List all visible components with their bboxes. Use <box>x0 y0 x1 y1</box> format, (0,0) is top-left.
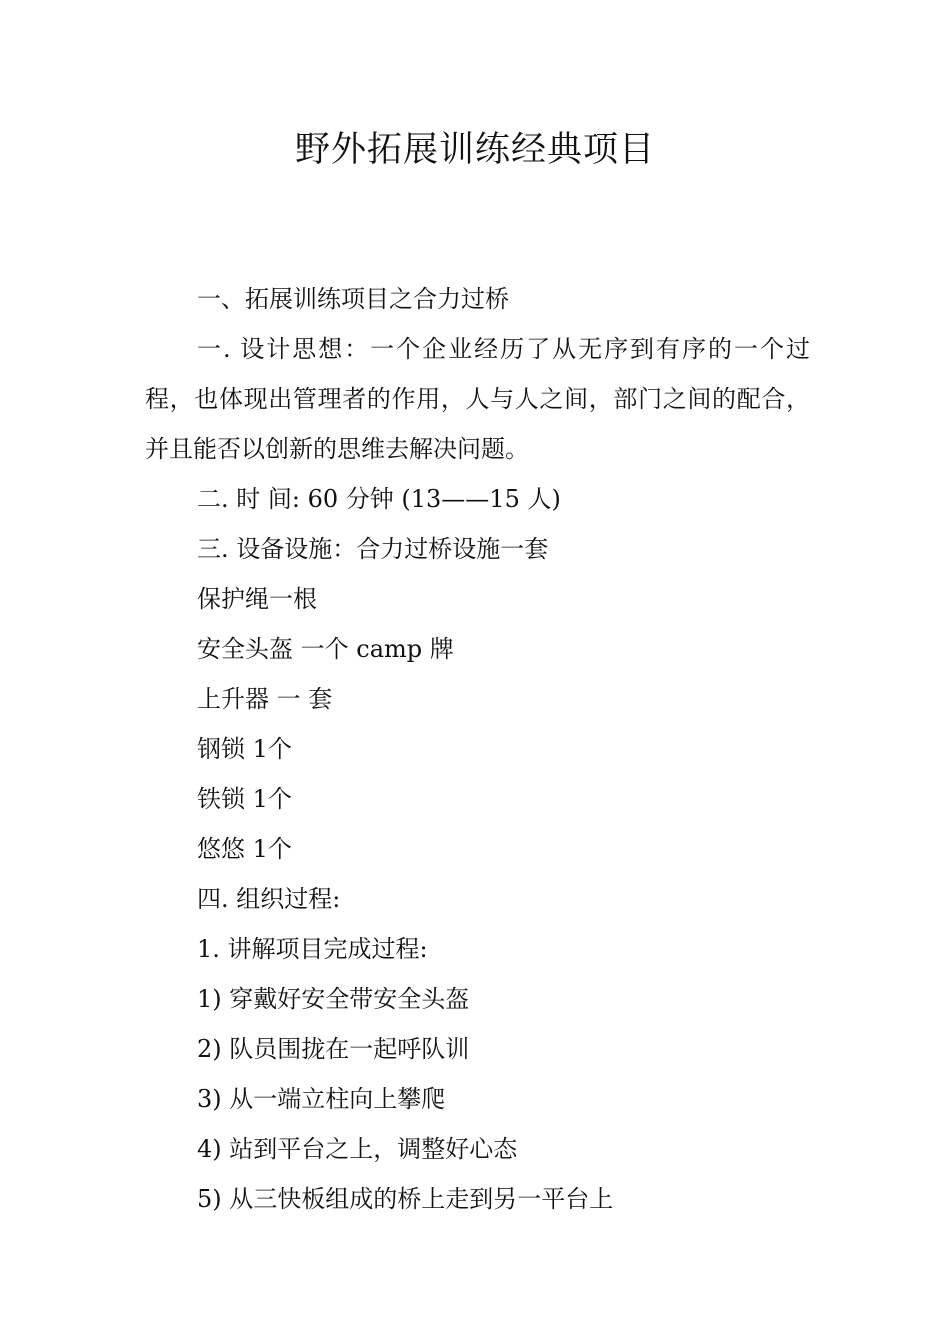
process-step: 4) 站到平台之上，调整好心态 <box>197 1135 518 1163</box>
section-heading: 一、拓展训练项目之合力过桥 <box>197 285 509 313</box>
process-heading: 四. 组织过程: <box>197 885 341 913</box>
equipment-item: 铁锁 1个 <box>197 785 292 813</box>
time-line: 二. 时 间: 60 分钟 (13——15 人) <box>197 485 561 513</box>
equipment-item: 钢锁 1个 <box>197 735 292 763</box>
process-step: 3) 从一端立柱向上攀爬 <box>197 1085 446 1113</box>
equipment-heading: 三. 设备设施：合力过桥设施一套 <box>197 535 549 563</box>
equipment-item: 上升器 一 套 <box>197 685 333 713</box>
equipment-item: 保护绳一根 <box>197 585 317 613</box>
equipment-item: 安全头盔 一个 camp 牌 <box>197 635 454 663</box>
equipment-item: 悠悠 1个 <box>197 835 292 863</box>
process-subheading: 1. 讲解项目完成过程: <box>197 935 428 963</box>
document-title: 野外拓展训练经典项目 <box>294 130 655 170</box>
document-body <box>145 274 810 1224</box>
design-idea-paragraph: 一. 设计思想：一个企业经历了从无序到有序的一个过程，也体现出管理者的作用，人与人之间，部门之间的配合，并且能否以创新的思维去解决问题。 <box>145 335 810 463</box>
process-step: 2) 队员围拢在一起呼队训 <box>197 1035 470 1063</box>
process-step: 1) 穿戴好安全带安全头盔 <box>197 985 470 1013</box>
process-step: 5) 从三快板组成的桥上走到另一平台上 <box>197 1185 614 1213</box>
